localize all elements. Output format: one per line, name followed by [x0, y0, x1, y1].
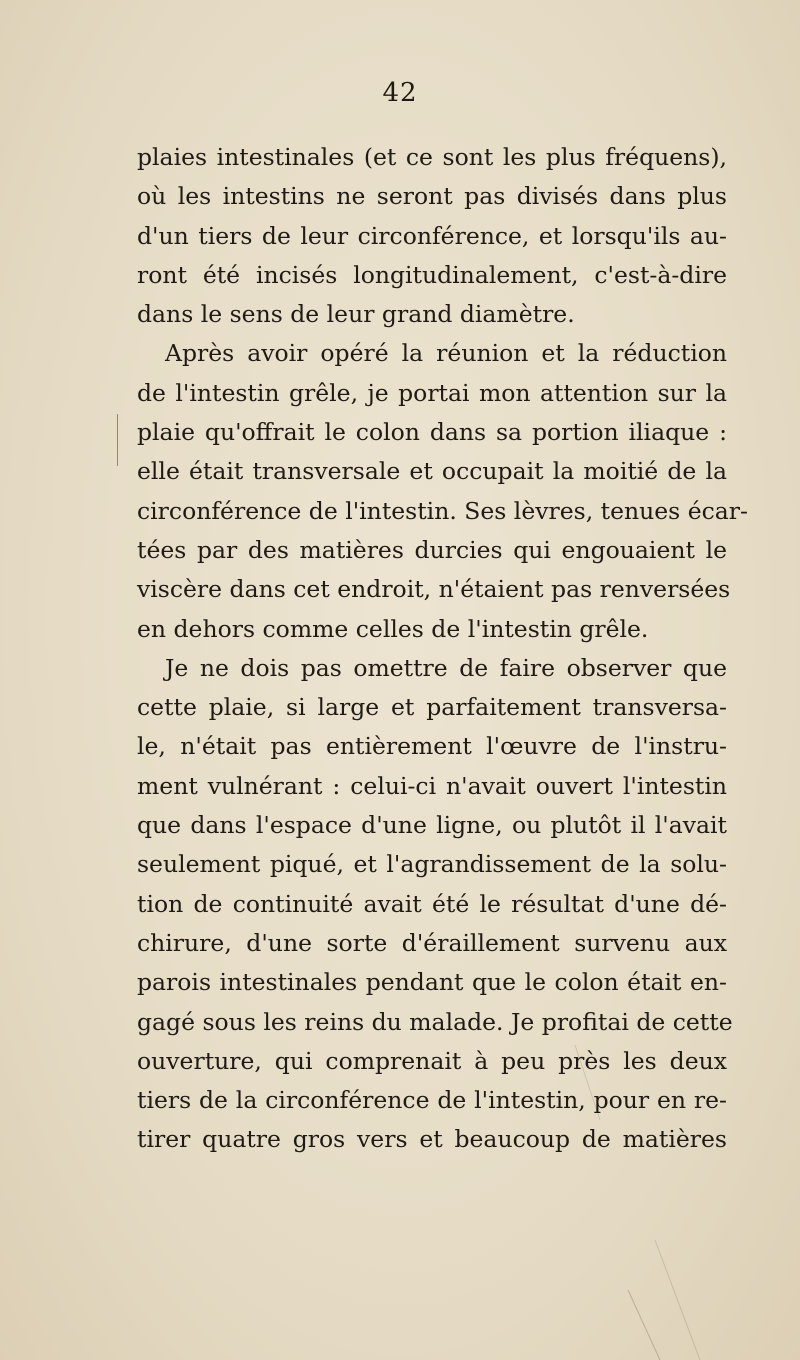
text-line: de l'intestin grêle, je portai mon attention sur la	[137, 378, 727, 407]
text-line: plaies intestinales (et ce sont les plus fréquens),	[137, 143, 727, 171]
text-line: dans le sens de leur grand diamètre.	[137, 300, 575, 329]
text-line: plaie qu'offrait le colon dans sa portion iliaque :	[137, 418, 727, 447]
text-line: gagé sous les reins du malade. Je profitai de cette	[137, 1007, 733, 1036]
text-line: seulement piqué, et l'agrandissement de la solu-	[137, 850, 727, 879]
text-line: cette plaie, si large et parfaitement transversa-	[137, 693, 727, 722]
text-line: tiers de la circonférence de l'intestin, pour en re-	[137, 1086, 727, 1115]
text-line: parois intestinales pendant que le colon était en-	[137, 968, 727, 997]
text-line: Après avoir opéré la réunion et la réduction	[165, 339, 727, 368]
page-number: 42	[382, 78, 418, 108]
text-line: ouverture, qui comprenait à peu près les deux	[137, 1046, 727, 1075]
text-line: Je ne dois pas omettre de faire observer que	[165, 653, 727, 682]
text-line: tées par des matières durcies qui engouaient le	[137, 535, 727, 564]
text-line: ront été incisés longitudinalement, c'est-à-dire	[137, 260, 727, 289]
text-line: tion de continuité avait été le résultat d'une dé-	[137, 889, 727, 918]
text-line: chirure, d'une sorte d'éraillement survenu aux	[137, 928, 727, 957]
text-line: viscère dans cet endroit, n'étaient pas renversées	[137, 575, 731, 604]
text-line: où les intestins ne seront pas divisés dans plus	[137, 182, 727, 211]
text-line: que dans l'espace d'une ligne, ou plutôt il l'avait	[137, 811, 727, 840]
text-line: le, n'était pas entièrement l'œuvre de l'instru-	[137, 732, 727, 761]
margin-mark	[117, 414, 118, 466]
text-line: en dehors comme celles de l'intestin grêle.	[137, 614, 649, 643]
text-line: tirer quatre gros vers et beaucoup de matières	[137, 1125, 727, 1154]
text-line: ment vulnérant : celui-ci n'avait ouvert l'intestin	[137, 771, 727, 800]
text-line: elle était transversale et occupait la moitié de la	[137, 457, 727, 486]
text-line: d'un tiers de leur circonférence, et lorsqu'ils au-	[137, 221, 727, 250]
text-line: circonférence de l'intestin. Ses lèvres, tenues écar-	[137, 496, 748, 525]
body-text	[137, 138, 748, 1160]
